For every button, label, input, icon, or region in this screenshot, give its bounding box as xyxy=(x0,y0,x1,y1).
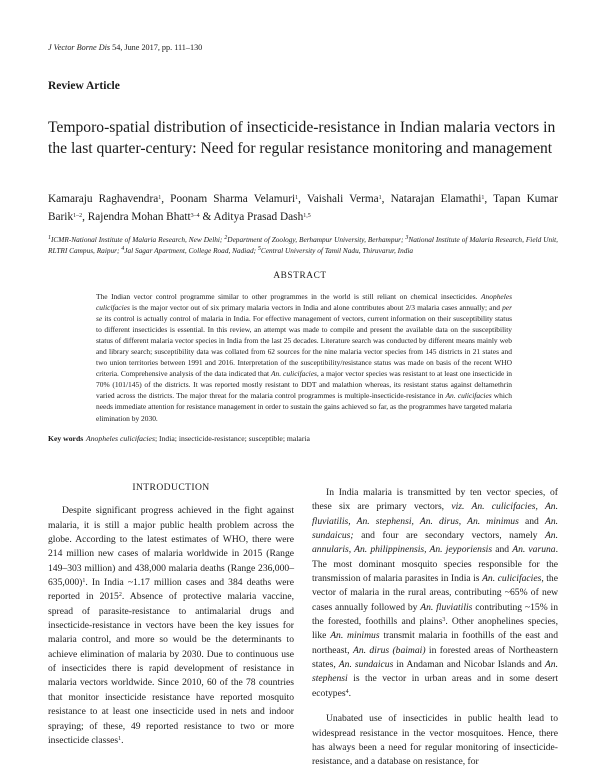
journal-header xyxy=(48,43,202,52)
intro-paragraph xyxy=(48,504,294,748)
keywords-label: Key words xyxy=(48,434,84,443)
author-affil-mark: 1 xyxy=(481,195,485,201)
species-name: An. annularis, An. philippinensis, An. jeyporiensis xyxy=(312,530,558,556)
author-name: , Natarajan Elamathi xyxy=(381,193,482,205)
reference-mark: 1 xyxy=(82,578,86,585)
species-name: viz. An. culicifacies, An. fluviatilis, An. stephensi, An. dirus, An. minimus xyxy=(312,501,558,527)
author-name: & Aditya Prasad Dash xyxy=(199,211,304,223)
affil-mark: 1 xyxy=(48,235,51,241)
body-text: and xyxy=(492,544,513,556)
affil-mark: 2 xyxy=(224,235,228,241)
reference-mark: 4 xyxy=(345,688,349,695)
affil-mark: 5 xyxy=(257,245,261,252)
author-affil-mark: 3–4 xyxy=(190,213,200,219)
journal-citation: 54, June 2017, pp. 111–130 xyxy=(110,43,203,52)
species-name: An. culicifacies xyxy=(482,573,542,585)
body-text: transmit malaria in foothills of the east and northeast, xyxy=(312,630,558,656)
affil-mark: 3 xyxy=(405,235,409,241)
affiliations xyxy=(48,235,558,256)
body-text: . xyxy=(348,687,351,699)
left-column xyxy=(48,481,294,748)
author-name: , Poonam Sharma Velamuri xyxy=(161,193,296,205)
affil-text: Department of Zoology, Berhampur University, Berhampur; xyxy=(227,235,406,244)
author-affil-mark: 1 xyxy=(158,195,162,201)
latin-phrase: per se xyxy=(96,303,512,324)
keywords xyxy=(48,434,558,443)
affil-text: Central University of Tamil Nadu, Thiruvarur, India xyxy=(260,245,414,255)
body-text: in Andaman and Nicobar Islands and xyxy=(393,659,545,671)
introduction-heading: INTRODUCTION xyxy=(132,482,210,493)
author-list xyxy=(48,190,558,226)
abstract-text: is the major vector out of six primary malaria vectors in India and alone contributes about xyxy=(129,303,406,313)
affil-text: Jal Sagar Apartment, College Road, Nadiad; xyxy=(124,245,258,255)
author-name: , Rajendra Mohan Bhatt xyxy=(82,211,191,223)
body-text: is the vector in urban areas and in some desert ecotypes xyxy=(312,673,558,699)
abstract-text: which needs immediate attention for resistance management in order to sustain the gains achieved so far, as the programmes have targeted malaria elimination by 2030. xyxy=(96,391,512,423)
species-name: An. stephensi xyxy=(312,659,558,685)
species-name: An. fluviatilis xyxy=(420,601,473,613)
species-name: Anopheles culicifacies xyxy=(96,292,512,313)
author-name: , Tapan Kumar Barik xyxy=(48,193,559,223)
keyword-species: Anopheles culicifacies xyxy=(86,434,155,443)
vectors-paragraph xyxy=(312,486,558,701)
author-affil-mark: 1–2 xyxy=(73,213,83,219)
abstract-text: The Indian vector control programme similar to other programmes in the world is still reliant on chemical insecticides. xyxy=(96,292,482,301)
fraction: 2/3 xyxy=(405,303,415,313)
body-text: . Other anophelines species, like xyxy=(312,616,558,642)
body-text: in forested areas of Northeastern states, xyxy=(312,644,558,671)
body-text: . In India ~1.17 million cases and 384 deaths were reported in 2015 xyxy=(48,577,294,603)
right-column xyxy=(312,486,558,770)
journal-name: J Vector Borne Dis xyxy=(48,43,111,52)
author-name: , Vaishali Verma xyxy=(298,193,379,205)
keyword-list: ; India; insecticide-resistance; susceptible; malaria xyxy=(154,434,310,443)
abstract-text: a major vector species was resistant to at least one insecticide in 70% (101/145) of the districts. It was reported mostly resistant to DDT and malathion whereas, its resistant status against deltamethrin varied across the districts. The major threat for the malaria control programmes is multiple-insecticide-resistance in xyxy=(96,369,513,401)
species-name: An. minimus xyxy=(330,630,380,642)
species-name: An. culicifacies xyxy=(445,391,492,401)
reference-mark: 1 xyxy=(118,735,122,742)
species-name: An. sundaicus; xyxy=(312,515,559,542)
body-text: In India malaria is transmitted by ten vector species, of these six are primary vectors, xyxy=(312,487,558,513)
body-text: Despite significant progress achieved in the fight against malaria, it is still a major public health problem across the globe. According to the latest estimates of WHO, there were 214 million new cases of malaria worldwide in 2015 (Range 149–303 million) and 438,000 malaria deaths (Range 236,000–635,000) xyxy=(48,505,294,589)
body-text: . The most dominant mosquito species responsible for the transmission of malaria parasites in India is xyxy=(312,544,558,585)
abstract-body xyxy=(96,291,512,424)
article-type: Review Article xyxy=(48,80,120,92)
abstract-heading: ABSTRACT xyxy=(273,271,327,281)
reference-mark: 3 xyxy=(442,617,446,624)
reference-mark: 2 xyxy=(118,592,122,599)
species-name: An. culicifacies, xyxy=(271,369,319,379)
species-name: An. dirus (baimai) xyxy=(352,644,426,656)
affil-text: National Institute of Malaria Research, Field Unit, RLTRI Campus, Raipur; xyxy=(48,235,558,255)
body-text: and four are secondary vectors, namely xyxy=(353,530,545,542)
author-affil-mark: 1 xyxy=(378,195,382,201)
insecticide-paragraph: Unabated use of insecticides in public health lead to widespread resistance in the vector mosquitoes. Hence, there has always been a need for regular monitoring of insecticide-resistance, and a database on resistance, for xyxy=(312,713,558,768)
species-name: An. varuna xyxy=(512,544,556,556)
body-text: , the vector of malaria in the rural areas, contributing ~65% of new cases annually followed by xyxy=(312,573,558,613)
abstract-text: malaria cases annually; and xyxy=(414,303,503,313)
author-name: Kamaraju Raghavendra xyxy=(48,193,159,205)
body-text: . Absence of protective malaria vaccine, spread of parasite-resistance to antimalarial drugs and insecticide-resistance in vectors have been the key issues for malaria control, and more so would be the determinants to achieve elimination of malaria by 2030. Due to continuous use of insecticides there is rapid development of resistance in malaria vectors worldwide. Since 2010, 60 of the 78 countries that monitor insecticide resistance have reported mosquito resistance to at least one insecticide used in nets and indoor spraying; of these, 49 reported resistance to two or more insecticide classes xyxy=(48,591,294,746)
body-text: . xyxy=(121,734,124,746)
author-affil-mark: 1 xyxy=(295,195,299,201)
species-name: An. sundaicus xyxy=(338,659,394,671)
body-text: and xyxy=(518,515,545,527)
affil-mark: 4 xyxy=(121,245,125,252)
affil-text: ICMR-National Institute of Malaria Research, New Delhi; xyxy=(51,235,225,244)
abstract-text: its control is actually control of malaria in India. For effective management of vectors, current information on their susceptibility status to different insecticides is essential. In this review, an attempt was made to compile and present the available data on the susceptibility status of different malaria vector species in India from the last 25 decades. Literature search was conducted by different means mainly web and library search; susceptibility data was collated from 62 sources for the nine malaria vector species from 145 districts in 21 states and two union territories between 1991 and 2016. Interpretation of the susceptibility/resistance status was made on basis of the recent WHO criteria. Comprehensive analysis of the data indicated that xyxy=(96,314,512,379)
article-title: Temporo-spatial distribution of insecticide-resistance in Indian malaria vectors in the last quarter-century: Need for regular resistance monitoring and management xyxy=(48,119,556,157)
body-text: contributing ~15% in the forested, foothills and plains xyxy=(312,601,558,628)
author-affil-mark: 1,5 xyxy=(303,213,311,219)
